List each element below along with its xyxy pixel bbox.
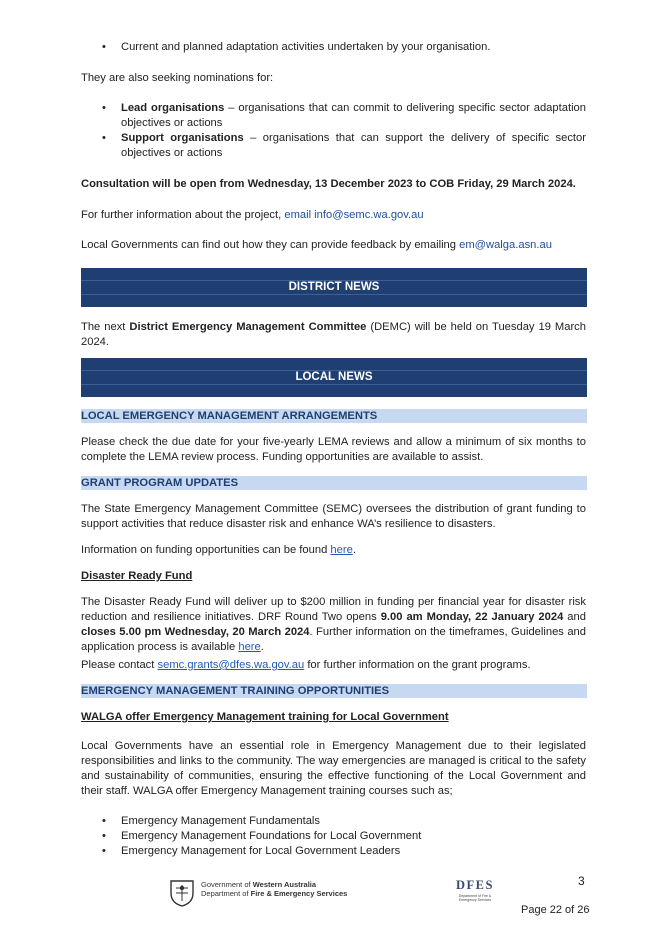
training-section-title: EMERGENCY MANAGEMENT TRAINING OPPORTUNITIES	[81, 684, 587, 698]
page-number: 3	[578, 874, 585, 888]
lema-section-title: LOCAL EMERGENCY MANAGEMENT ARRANGEMENTS	[81, 409, 587, 423]
funding-here-link[interactable]: here	[330, 544, 353, 556]
lema-text: Please check the due date for your five-yearly LEMA reviews and allow a minimum of six months to complete the LEMA review process. Funding opportunities are available to assist.	[81, 436, 586, 463]
bullet-icon: •	[102, 102, 106, 114]
grants-section-title: GRANT PROGRAM UPDATES	[81, 476, 587, 490]
consultation-text: Consultation will be open from Wednesday, 13 December 2023 to COB Friday, 29 March 2024.	[81, 178, 576, 190]
crest-icon	[167, 877, 197, 907]
seeking-text: They are also seeking nominations for:	[81, 72, 274, 84]
drf-heading: Disaster Ready Fund	[81, 570, 193, 582]
drf-text: The Disaster Ready Fund will deliver up to $200 million in funding per financial year for disaster risk reduction and resilience initiatives. DRF Round Two opens 9.00 am Monday, 22 January 2024 and closes 5.00 pm Wednesday, 20 March 2024. Further information on the timeframes, Guidelines and application process is available here.	[81, 596, 587, 653]
list-item: • Emergency Management Fundamentals	[102, 815, 320, 827]
intro-bullet-list	[81, 40, 586, 55]
list-item: • Emergency Management for Local Government Leaders	[102, 845, 401, 857]
header-stripe	[81, 294, 587, 295]
training-heading: WALGA offer Emergency Management training for Local Government	[81, 711, 449, 723]
local-news-title: LOCAL NEWS	[295, 371, 373, 383]
dfes-subtitle: Department of Fire & Emergency Services	[458, 894, 492, 902]
list-item: • Emergency Management Foundations for Local Government	[102, 830, 422, 842]
header-stripe	[81, 384, 587, 385]
bullet-icon: •	[102, 830, 106, 842]
district-news-title: DISTRICT NEWS	[288, 281, 380, 293]
wa-government-logo	[167, 877, 348, 907]
bullet-icon: •	[102, 845, 106, 857]
email-link[interactable]: em@walga.asn.au	[459, 239, 552, 251]
district-news-header	[81, 268, 587, 307]
page-of-count: Page 22 of 26	[521, 904, 590, 916]
dfes-logo	[452, 879, 498, 907]
drf-here-link[interactable]: here	[238, 641, 261, 653]
list-item: • Current and planned adaptation activities undertaken by your organisation.	[102, 41, 491, 53]
lg-feedback-text: Local Governments can find out how they can provide feedback by emailing em@walga.asn.au	[81, 239, 552, 251]
contact-text: Please contact semc.grants@dfes.wa.gov.au for further information on the grant programs.	[81, 659, 531, 671]
list-item: • Lead organisations – organisations that can commit to delivering specific sector adaptation objectives or actions	[102, 102, 586, 129]
courses-list	[81, 814, 586, 859]
further-info-text: For further information about the project, email info@semc.wa.gov.au	[81, 209, 424, 221]
bullet-icon: •	[102, 41, 106, 53]
training-text: Local Governments have an essential role in Emergency Management due to their legislated responsibilities and links to the community. The way emergencies are managed is critical to the safety and sustainability of communities, ensuring the effective functioning of the Local Government and their staff. WALGA offer Emergency Management training courses such as;	[81, 740, 586, 797]
grants-text: The State Emergency Management Committee (SEMC) oversees the distribution of grant funding to support activities that reduce disaster risk and enhance WA’s resilience to disasters.	[81, 503, 586, 530]
nominations-list	[81, 101, 586, 161]
wa-government-text: Government of Western Australia Department of Fire & Emergency Services	[201, 880, 348, 898]
grants-email-link[interactable]: semc.grants@dfes.wa.gov.au	[157, 659, 305, 671]
bullet-icon: •	[102, 132, 106, 144]
local-news-header	[81, 358, 587, 397]
district-news-text: The next District Emergency Management Committee (DEMC) will be held on Tuesday 19 March 2024.	[81, 321, 587, 348]
funding-info-text: Information on funding opportunities can be found here.	[81, 544, 356, 556]
bullet-icon: •	[102, 815, 106, 827]
dfes-mark: DFES	[456, 878, 494, 892]
email-link[interactable]: email info@semc.wa.gov.au	[284, 209, 424, 221]
list-item: • Support organisations – organisations that can support the delivery of specific sector objectives or actions	[102, 132, 586, 159]
